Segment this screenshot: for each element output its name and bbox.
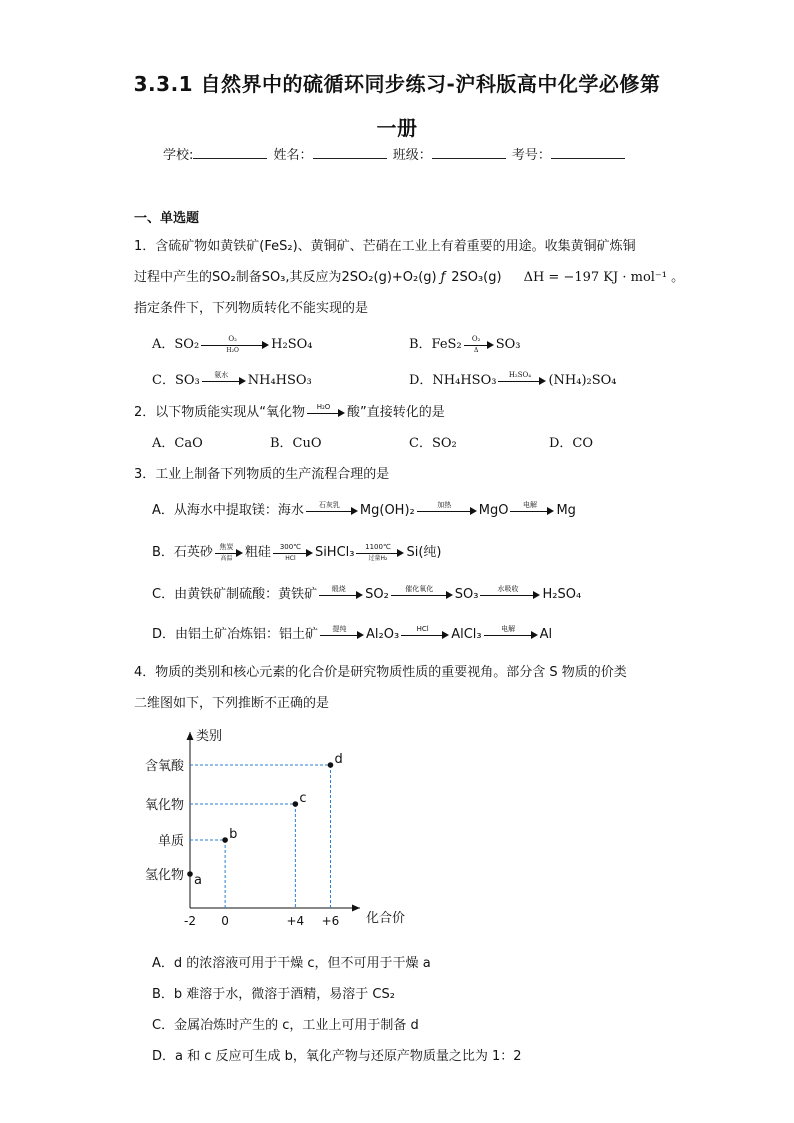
arrow-condition-below: H₂O (226, 346, 239, 354)
q3-b-product-3: Si(纯) (406, 545, 442, 560)
arrow-condition: O₂ (228, 334, 237, 343)
arrow-condition: 电解 (522, 500, 537, 509)
name-label: 姓名： (273, 148, 313, 163)
q1-stem-line3: 指定条件下，下列物质转化不能实现的是 (134, 301, 369, 316)
point-label-d: d (334, 752, 343, 767)
reaction-arrow (391, 584, 453, 602)
reaction-arrow (202, 370, 246, 388)
q2-stem-end: 酸”直接转化的是 (347, 405, 445, 420)
arrow-condition: H₂SO₄ (508, 370, 532, 379)
y-category-label: 含氧酸 (144, 759, 184, 774)
reaction-arrow (215, 542, 243, 562)
q3-a-product-2: MgO (478, 503, 509, 518)
y-axis-arrowhead (187, 732, 194, 740)
arrow-condition: 煅烧 (331, 584, 346, 593)
q3-d-start: D．由铝土矿冶炼铝：铝土矿 (152, 627, 319, 642)
class-field[interactable] (432, 145, 506, 159)
q4-option-d[interactable]: D．a 和 c 反应可生成 b，氧化产物与还原产物质量之比为 1：2 (152, 1049, 522, 1064)
arrow-condition: HCl (416, 624, 429, 633)
q1-enthalpy: ΔH = −197 KJ · mol⁻¹ 。 (523, 270, 685, 285)
q2-option-b[interactable]: B．CuO (270, 436, 322, 451)
q4-stem-line2: 二维图如下，下列推断不正确的是 (134, 696, 330, 711)
q3-option-a[interactable] (152, 499, 576, 518)
q4-option-a[interactable]: A．d 的浓溶液可用于干燥 c，但不可用于干燥 a (152, 956, 431, 971)
name-field[interactable] (313, 145, 387, 159)
section-heading: 一、单选题 (134, 211, 200, 226)
arrow-condition: 电解 (501, 624, 516, 633)
q3-stem: 3．工业上制备下列物质的生产流程合理的是 (134, 467, 390, 482)
y-category-label: 单质 (157, 834, 184, 849)
q3-b-product-1: 粗硅 (244, 545, 271, 560)
q3-a-start: A．从海水中提取镁：海水 (152, 503, 304, 518)
q1-reaction-right: 2SO₃(g) (451, 270, 502, 285)
data-point-d (328, 762, 334, 768)
reaction-arrow (484, 624, 538, 642)
page-title-continued: 一册 (376, 116, 418, 140)
arrow-condition-below: 过量H₂ (368, 554, 388, 562)
arrow-condition: 焦炭 (219, 542, 234, 551)
reaction-arrow (306, 500, 358, 518)
q1-option-d-product: (NH₄)₂SO₄ (548, 373, 617, 388)
y-category-label: 氢化物 (144, 868, 184, 883)
q1-option-b-reactant: B．FeS₂ (409, 337, 462, 352)
q3-option-c[interactable] (152, 583, 581, 602)
reaction-arrow (319, 584, 363, 602)
q1-stem-line1: 1．含硫矿物如黄铁矿(FeS₂)、黄铜矿、芒硝在工业上有着重要的用途。收集黄铜矿炼铜 (134, 239, 636, 254)
reaction-arrow (401, 624, 449, 642)
q1-option-d-reactant: D．NH₄HSO₃ (409, 373, 497, 388)
q3-option-b[interactable] (152, 541, 442, 560)
q1-option-a[interactable] (152, 333, 313, 352)
q3-c-product-3: H₂SO₄ (542, 587, 582, 602)
x-axis-arrowhead (352, 905, 360, 912)
school-field[interactable] (193, 145, 267, 159)
reaction-arrow (307, 402, 345, 420)
q1-stem-line2 (134, 266, 684, 285)
point-label-c: c (299, 791, 307, 806)
reaction-arrow (464, 334, 494, 354)
q2-stem (134, 401, 445, 420)
reaction-arrow (201, 334, 269, 354)
y-category-label: 氧化物 (144, 798, 184, 813)
q3-d-product-2: AlCl₃ (451, 627, 482, 642)
reaction-arrow (510, 500, 554, 518)
arrow-condition-below: HCl (285, 554, 296, 562)
arrow-condition: 300℃ (279, 542, 302, 551)
reaction-arrow (273, 542, 313, 562)
x-tick-label: +6 (321, 914, 340, 928)
q4-stem-line1: 4．物质的类别和核心元素的化合价是研究物质性质的重要视角。部分含 S 物质的价类 (134, 665, 627, 680)
arrow-condition: 催化氧化 (405, 584, 434, 593)
reaction-arrow (320, 624, 364, 642)
arrow-condition: O₂ (471, 334, 481, 343)
arrow-condition: 1100℃ (365, 542, 391, 551)
q1-option-a-product: H₂SO₄ (271, 337, 313, 352)
reaction-arrow (356, 542, 404, 562)
exam-number-field[interactable] (551, 145, 625, 159)
exam-number-label: 考号： (511, 148, 551, 163)
q3-b-product-2: SiHCl₃ (314, 545, 355, 560)
q3-b-start: B．石英砂 (152, 545, 213, 560)
point-label-a: a (194, 873, 202, 888)
q3-c-product-1: SO₂ (365, 587, 389, 602)
student-info-row (163, 144, 627, 163)
q3-a-product-3: Mg (556, 503, 576, 518)
x-tick-label: +4 (286, 914, 305, 928)
class-label: 班级： (392, 148, 432, 163)
valence-category-chart (134, 724, 434, 936)
arrow-condition: 石灰乳 (318, 500, 340, 509)
reaction-arrow (498, 370, 546, 388)
q2-stem-start: 2．以下物质能实现从“氧化物 (134, 405, 306, 420)
x-tick-label: -2 (184, 914, 196, 928)
q1-option-a-reactant: A．SO₂ (152, 337, 200, 352)
arrow-condition: 加热 (437, 500, 452, 509)
q1-option-c[interactable] (152, 369, 312, 388)
reaction-arrow (417, 500, 477, 518)
x-tick-label: 0 (221, 914, 229, 928)
q3-c-start: C．由黄铁矿制硫酸：黄铁矿 (152, 587, 318, 602)
q2-option-c[interactable]: C．SO₂ (409, 436, 457, 451)
q4-option-c[interactable]: C．金属冶炼时产生的 c，工业上可用于制备 d (152, 1018, 419, 1033)
arrow-condition: 水吸收 (497, 584, 519, 593)
arrow-condition-below: 高温 (220, 554, 233, 562)
q1-option-d[interactable] (409, 369, 617, 388)
arrow-condition: 提纯 (332, 624, 347, 633)
reaction-arrow (480, 584, 540, 602)
q3-c-product-2: SO₃ (454, 587, 479, 602)
y-axis-label: 类别 (196, 729, 223, 744)
q1-option-b[interactable] (409, 333, 520, 352)
q1-option-c-reactant: C．SO₃ (152, 373, 200, 388)
point-label-b: b (229, 827, 238, 842)
q1-option-c-product: NH₄HSO₃ (247, 373, 312, 388)
q1-option-b-product: SO₃ (495, 337, 521, 352)
school-label: 学校: (163, 148, 194, 163)
arrow-condition: H₂O (316, 402, 331, 411)
data-point-c (293, 801, 299, 807)
page-title: 3.3.1 自然界中的硫循环同步练习-沪科版高中化学必修第 (133, 72, 661, 96)
data-point-a (187, 871, 193, 877)
q1-reaction-left: 过程中产生的SO₂制备SO₃,其反应为2SO₂(g)+O₂(g) (134, 270, 437, 285)
data-point-b (222, 837, 228, 843)
x-axis-label: 化合价 (366, 911, 406, 926)
q2-option-a[interactable]: A．CaO (152, 436, 203, 451)
q3-a-product-1: Mg(OH)₂ (359, 503, 415, 518)
arrow-condition-below: Δ (474, 346, 479, 354)
q3-d-product-1: Al₂O₃ (366, 627, 400, 642)
q3-d-product-3: Al (539, 627, 553, 642)
q4-option-b[interactable]: B．b 难溶于水，微溶于酒精，易溶于 CS₂ (152, 987, 395, 1002)
q1-equilibrium-symbol: ƒ (440, 270, 446, 285)
q3-option-d[interactable] (152, 623, 552, 642)
q2-option-d[interactable]: D．CO (549, 436, 594, 451)
arrow-condition: 氨水 (214, 370, 229, 379)
